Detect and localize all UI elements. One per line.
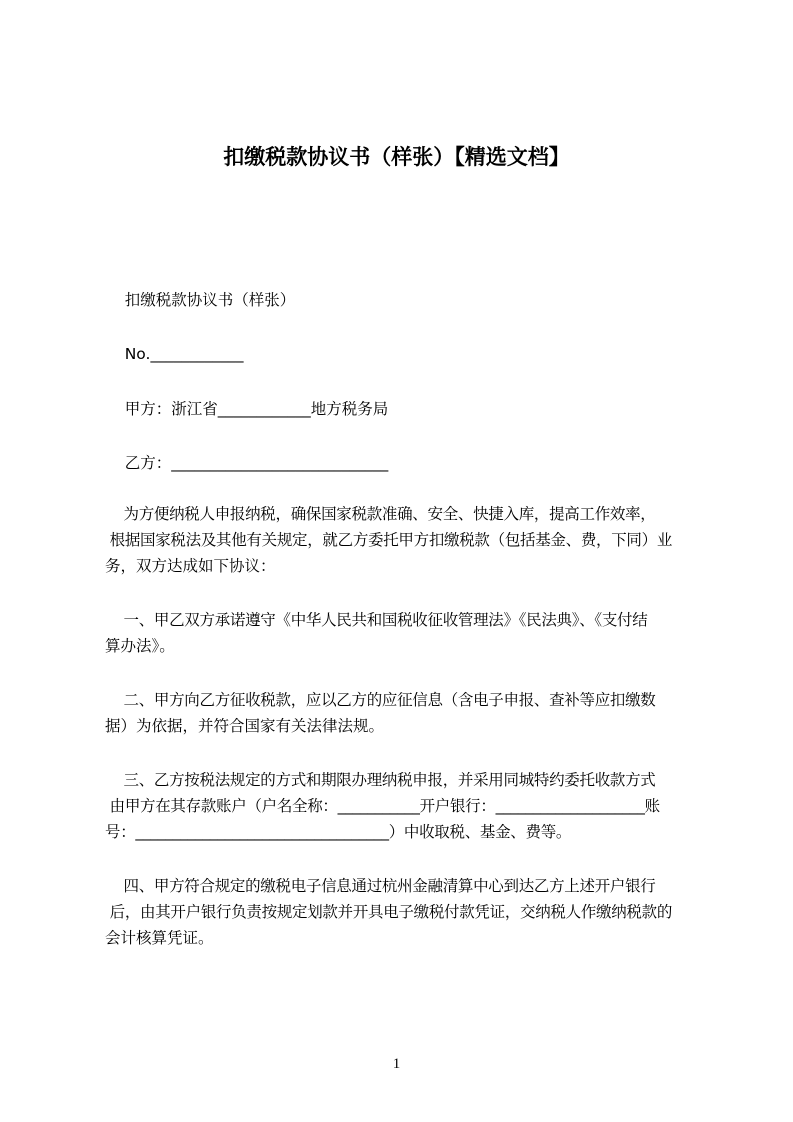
clause-2-line: 据）为依据，并符合国家有关法律法规。 [105,717,385,735]
subtitle: 扣缴税款协议书（样张） [105,291,296,309]
clause-3-line: 号：__________________________________）中收取税、基金、费等。 [105,823,572,841]
agreement-number: No.____________ [105,345,244,363]
clause-4-line: 四、甲方符合规定的缴税电子信息通过杭州金融清算中心到达乙方上述开户银行 [105,877,656,895]
preamble-line: 为方便纳税人申报纳税，确保国家税款准确、安全、快捷入库，提高工作效率， [105,505,656,523]
preamble-line: 根据国家税法及其他有关规定，就乙方委托甲方扣缴税款（包括基金、费，下同）业 [105,531,673,549]
clause-1-line: 一、甲乙双方承诺遵守《中华人民共和国税收征收管理法》《民法典》、《支付结 [105,611,648,629]
document-title: 扣缴税款协议书（样张）【精选文档】 [223,145,570,169]
clause-4-line: 会计核算凭证。 [105,929,214,947]
preamble-line: 务，双方达成如下协议： [105,557,276,575]
party-b: 乙方：____________________________ [105,454,389,472]
clause-4-line: 后，由其开户银行负责按规定划款并开具电子缴税付款凭证，交纳税人作缴纳税款的 [105,903,673,921]
clause-3-line: 三、乙方按税法规定的方式和期限办理纳税申报，并采用同城特约委托收款方式 [105,771,656,789]
clause-1-line: 算办法》。 [105,637,175,655]
clause-2-line: 二、甲方向乙方征收税款，应以乙方的应征信息（含电子申报、查补等应扣缴数 [105,691,656,709]
page-number: 1 [392,1056,401,1072]
party-a: 甲方：浙江省____________地方税务局 [105,400,389,418]
clause-3-line: 由甲方在其存款账户（户名全称：___________开户银行：____________________账 [105,797,660,815]
